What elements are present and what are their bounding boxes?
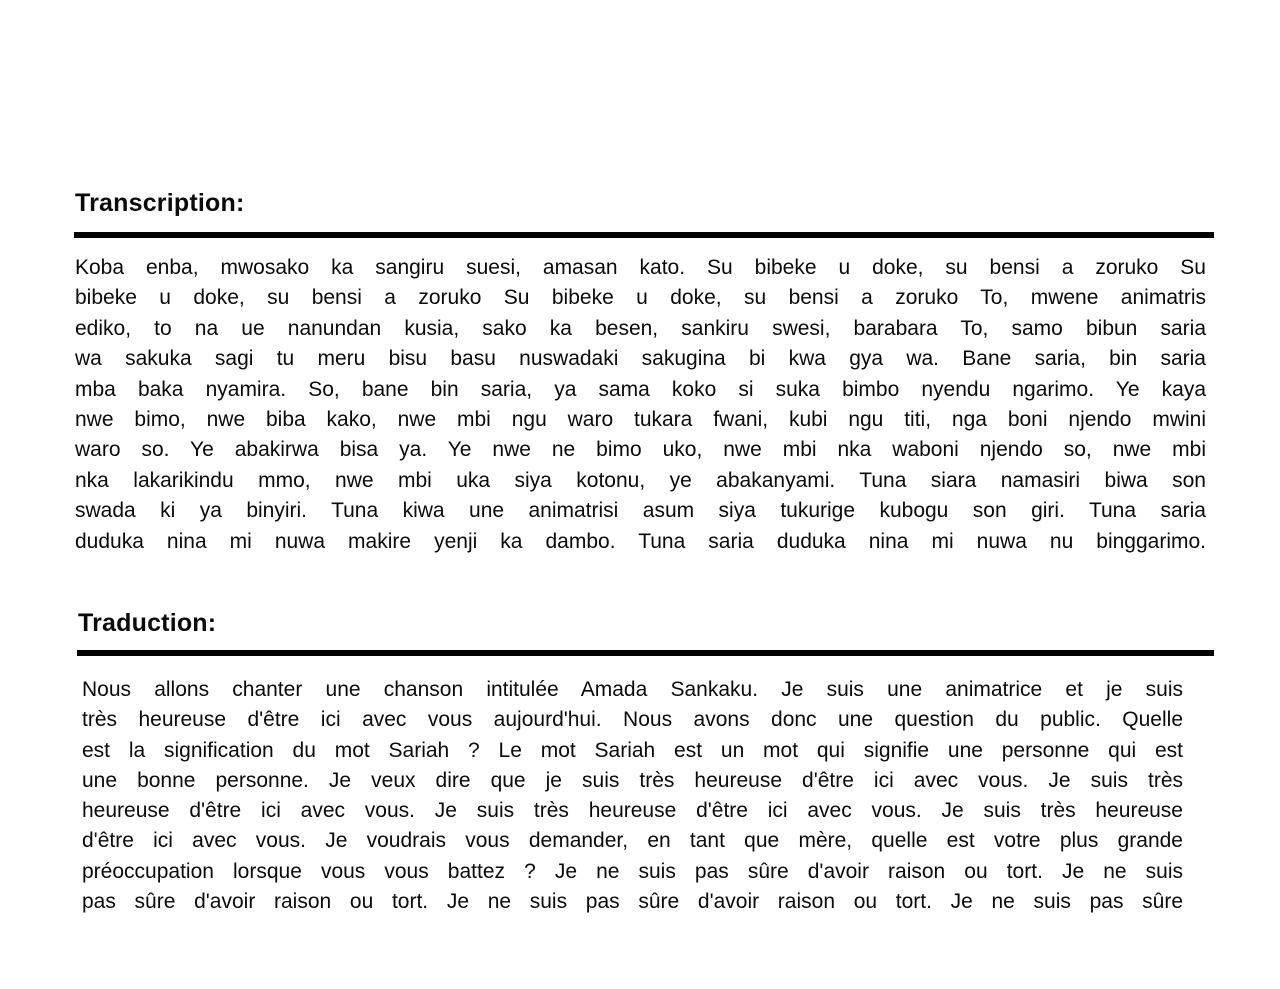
transcription-line: duduka nina mi nuwa makire yenji ka dambo. Tuna saria duduka nina mi nuwa nu binggarimo. (75, 529, 1206, 553)
traduction-rule (77, 650, 1214, 656)
transcription-line: wa sakuka sagi tu meru bisu basu nuswadaki sakugina bi kwa gya wa. Bane saria, bin saria (75, 347, 1206, 371)
transcription-line: waro so. Ye abakirwa bisa ya. Ye nwe ne bimo uko, nwe mbi nka waboni njendo so, nwe mbi (75, 438, 1206, 462)
transcription-line: nwe bimo, nwe biba kako, nwe mbi ngu waro tukara fwani, kubi ngu titi, nga boni njendo mwini (75, 408, 1206, 432)
traduction-line: une bonne personne. Je veux dire que je suis très heureuse d'être ici avec vous. Je suis très (82, 768, 1183, 792)
transcription-line: nka lakarikindu mmo, nwe mbi uka siya kotonu, ye abakanyami. Tuna siara namasiri biwa son (75, 468, 1206, 492)
transcription-line: ediko, to na ue nanundan kusia, sako ka besen, sankiru swesi, barabara To, samo bibun saria (75, 316, 1206, 340)
transcription-rule (74, 232, 1214, 238)
transcription-line: Koba enba, mwosako ka sangiru suesi, amasan kato. Su bibeke u doke, su bensi a zoruko Su (75, 256, 1206, 279)
transcription-line: swada ki ya binyiri. Tuna kiwa une animatrisi asum siya tukurige kubogu son giri. Tuna saria (75, 499, 1206, 523)
traduction-line: heureuse d'être ici avec vous. Je suis très heureuse d'être ici avec vous. Je suis très heureuse (82, 799, 1183, 823)
transcription-line: bibeke u doke, su bensi a zoruko Su bibeke u doke, su bensi a zoruko To, mwene animatris (75, 286, 1206, 310)
traduction-line: très heureuse d'être ici avec vous aujourd'hui. Nous avons donc une question du public. Quelle (82, 708, 1183, 732)
transcription-heading: Transcription: (75, 189, 245, 217)
traduction-paragraph (82, 675, 1183, 887)
traduction-heading: Traduction: (78, 609, 217, 637)
traduction-clip-region (82, 675, 1183, 914)
traduction-line: est la signification du mot Sariah ? Le mot Sariah est un mot qui signifie une personne qui est (82, 738, 1183, 762)
traduction-clipped-line: pas sûre d'avoir raison ou tort. Je ne suis pas sûre d'avoir raison ou tort. Je ne suis pas sûre (82, 890, 1183, 914)
transcription-paragraph (75, 253, 1206, 557)
traduction-line: préoccupation lorsque vous vous battez ? Je ne suis pas sûre d'avoir raison ou tort. Je ne suis (82, 859, 1183, 883)
traduction-line: Nous allons chanter une chanson intitulée Amada Sankaku. Je suis une animatrice et je suis (82, 678, 1183, 701)
transcription-line: mba baka nyamira. So, bane bin saria, ya sama koko si suka bimbo nyendu ngarimo. Ye kaya (75, 377, 1206, 401)
traduction-line: d'être ici avec vous. Je voudrais vous demander, en tant que mère, quelle est votre plus grande (82, 829, 1183, 853)
